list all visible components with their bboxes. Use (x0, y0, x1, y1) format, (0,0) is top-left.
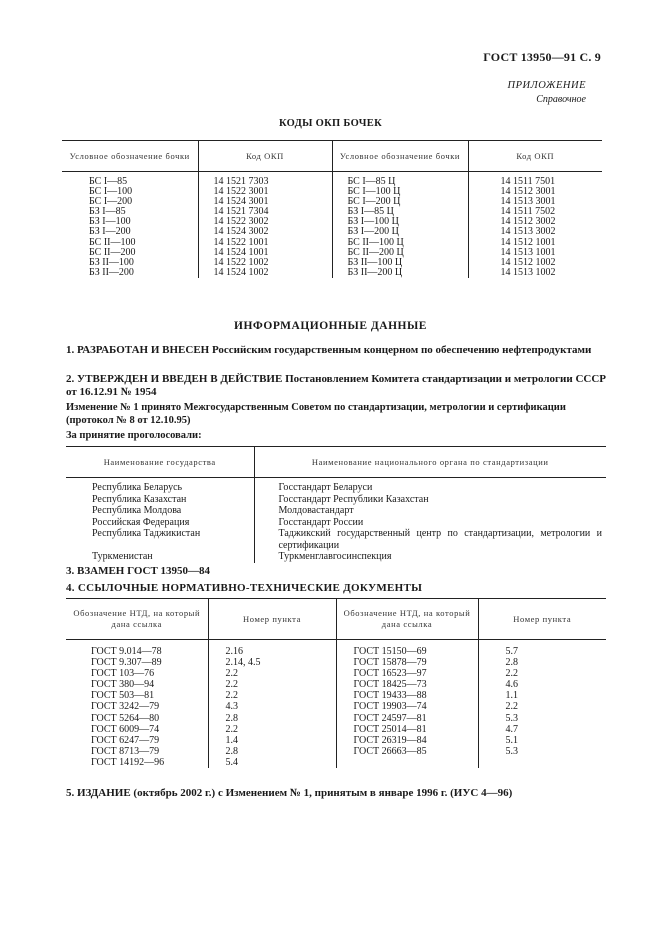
list-item: 14 1524 3001 (213, 196, 269, 208)
list-item: ГОСТ 24597—81 (353, 712, 427, 724)
list-item: 1.1 (505, 690, 518, 702)
list-item: БС I—200 (89, 196, 133, 208)
list-item: ГОСТ 9.014—78 (91, 646, 162, 657)
list-item: 14 1522 3002 (213, 216, 269, 228)
vote-bodies: Госстандарт Беларуси Госстандарт Республики Казахстан Молдовастандарт Госстандарт России Таджикский государственный центр по стандартизации, метрологии и сертификации Туркменглавгосинспекция (254, 478, 606, 563)
list-item: 14 1512 1002 (500, 256, 556, 268)
list-item: БЗ I—100 Ц (347, 216, 399, 228)
list-item: 2.2 (225, 690, 238, 702)
vote-header-state: Наименование государства (66, 447, 254, 478)
refs-left-points (208, 640, 336, 769)
list-item: ГОСТ 8713—79 (91, 745, 160, 757)
list-item: ГОСТ 6247—79 (91, 734, 160, 746)
list-item: ГОСТ 18425—73 (353, 679, 427, 691)
list-item: 14 1512 1001 (500, 236, 556, 248)
list-item: БЗ II—200 (89, 266, 134, 278)
info-item-5: 5. ИЗДАНИЕ (октябрь 2002 г.) с Изменением № 1, принятым в январе 1996 г. (ИУС 4—96) (66, 787, 513, 799)
list-item: 14 1511 7502 (500, 206, 556, 218)
list-item: ГОСТ 380—94 (91, 679, 155, 691)
amendment-note: Изменение № 1 принято Межгосударственным Советом по стандартизации, метрологии и сертификации (протокол № 8 от 12.10.95) (66, 402, 566, 426)
list-item: 14 1524 3002 (213, 226, 269, 238)
list-item: 14 1521 7304 (213, 206, 269, 218)
list-item: 2.8 (505, 657, 518, 669)
okp-header-name-left: Условное обозначение бочки (62, 141, 198, 172)
list-item: 14 1522 1002 (213, 256, 269, 268)
okp-header-code-left: Код ОКП (198, 141, 332, 172)
info-section-title: ИНФОРМАЦИОННЫЕ ДАННЫЕ (234, 320, 427, 332)
info-item-1 (66, 344, 606, 357)
list-item: 14 1513 3001 (500, 196, 556, 208)
list-item: 5.3 (505, 712, 518, 724)
table-row (62, 172, 602, 278)
okp-right-codes (468, 172, 602, 278)
okp-right-names (332, 172, 468, 278)
list-item: 2.2 (505, 668, 518, 680)
okp-left-codes (198, 172, 332, 278)
list-item: ГОСТ 503—81 (91, 690, 155, 702)
vote-states: Республика Беларусь Республика Казахстан Республика Молдова Российская Федерация Республика Таджикистан Туркменистан (92, 482, 201, 562)
okp-header-code-right: Код ОКП (468, 141, 602, 172)
list-item: 14 1511 7501 (500, 176, 556, 187)
list-item: ГОСТ 5264—80 (91, 712, 160, 724)
list-item: ГОСТ 26663—85 (353, 745, 427, 757)
list-item: 2.2 (225, 723, 238, 735)
list-item: ГОСТ 19433—88 (353, 690, 427, 702)
list-item: 2.8 (225, 712, 238, 724)
list-item: 4.3 (225, 701, 238, 713)
list-item: 5.7 (505, 646, 518, 657)
list-item: 14 1524 1002 (213, 266, 269, 278)
list-item: БЗ II—100 (89, 256, 134, 268)
list-item: БЗ I—85 (89, 206, 126, 218)
list-item: ГОСТ 103—76 (91, 668, 155, 680)
list-item: 14 1512 3002 (500, 216, 556, 228)
okp-codes-table (62, 140, 602, 278)
refs-left-docs (66, 640, 208, 769)
list-item: 2.16 (225, 646, 243, 657)
list-item: 5.1 (505, 734, 518, 746)
list-item: 4.7 (505, 723, 518, 735)
references-table (66, 598, 606, 768)
table-row (66, 640, 606, 769)
list-item: БЗ I—85 Ц (347, 206, 394, 218)
list-item: ГОСТ 3242—79 (91, 701, 160, 713)
vote-header-body: Наименование национального органа по стандартизации (254, 447, 606, 478)
list-item: ГОСТ 15150—69 (353, 646, 427, 657)
appendix-label: ПРИЛОЖЕНИЕ (507, 80, 586, 91)
okp-left-names (62, 172, 198, 278)
list-item: 14 1524 1001 (213, 246, 269, 258)
list-item: БЗ I—100 (89, 216, 131, 228)
list-item: 1.4 (225, 734, 238, 746)
list-item: ГОСТ 25014—81 (353, 723, 427, 735)
list-item: ГОСТ 9.307—89 (91, 657, 162, 669)
list-item: 14 1513 1002 (500, 266, 556, 278)
list-item: БЗ II—200 Ц (347, 266, 403, 278)
list-item: 2.2 (225, 679, 238, 691)
list-item: БС I—100 Ц (347, 186, 401, 198)
list-item: ГОСТ 26319—84 (353, 734, 427, 746)
list-item: БС I—85 Ц (347, 176, 396, 187)
list-item: 2.8 (225, 745, 238, 757)
list-item: БЗ II—100 Ц (347, 256, 403, 268)
item-number: 2. (66, 373, 75, 385)
refs-right-points (478, 640, 606, 769)
list-item: БЗ I—200 Ц (347, 226, 399, 238)
refs-header-point-left: Номер пункта (208, 599, 336, 640)
list-item: ГОСТ 19903—74 (353, 701, 427, 713)
list-item: БС I—100 (89, 186, 133, 198)
item-number: 1. (66, 344, 75, 356)
list-item: БС II—200 (89, 246, 136, 258)
list-item: БС II—200 Ц (347, 246, 404, 258)
list-item: 5.3 (505, 745, 518, 757)
item-heading: УТВЕРЖДЕН И ВВЕДЕН В ДЕЙСТВИЕ (77, 373, 283, 385)
list-item: 5.4 (225, 756, 238, 768)
refs-right-docs (336, 640, 478, 769)
list-item: 14 1522 1001 (213, 236, 269, 248)
info-item-2 (66, 373, 606, 398)
okp-header-name-right: Условное обозначение бочки (332, 141, 468, 172)
refs-header-doc-left: Обозначение НТД, на который дана ссылка (66, 599, 208, 640)
item-heading: РАЗРАБОТАН И ВНЕСЕН (77, 344, 210, 356)
list-item: ГОСТ 16523—97 (353, 668, 427, 680)
list-item: ГОСТ 15878—79 (353, 657, 427, 669)
page-header: ГОСТ 13950—91 С. 9 (483, 50, 601, 64)
appendix-note: Справочное (536, 94, 586, 105)
vote-table (66, 446, 606, 563)
refs-header-doc-right: Обозначение НТД, на который дана ссылка (336, 599, 478, 640)
list-item: 2.2 (505, 701, 518, 713)
list-item: 14 1513 1001 (500, 246, 556, 258)
list-item: ГОСТ 6009—74 (91, 723, 160, 735)
voted-label: За принятие проголосовали: (66, 430, 202, 441)
refs-header-point-right: Номер пункта (478, 599, 606, 640)
list-item: 14 1521 7303 (213, 176, 269, 187)
table-row (66, 478, 606, 563)
list-item: ГОСТ 14192—96 (91, 756, 165, 768)
item-text: Постановлением Комитета стандартизации и метрологии СССР от 16.12.91 № 1954 (66, 373, 607, 398)
item-text: Российским государственным концерном по обеспечению нефтепродуктами (211, 344, 592, 356)
list-item: БЗ I—200 (89, 226, 131, 238)
info-item-4: 4. ССЫЛОЧНЫЕ НОРМАТИВНО-ТЕХНИЧЕСКИЕ ДОКУМЕНТЫ (66, 582, 423, 594)
list-item: 4.6 (505, 679, 518, 691)
list-item: БС II—100 (89, 236, 136, 248)
list-item: 14 1512 3001 (500, 186, 556, 198)
list-item: 14 1522 3001 (213, 186, 269, 198)
list-item: 14 1513 3002 (500, 226, 556, 238)
list-item: 2.2 (225, 668, 238, 680)
list-item: БС II—100 Ц (347, 236, 404, 248)
info-item-3: 3. ВЗАМЕН ГОСТ 13950—84 (66, 565, 211, 577)
list-item: БС I—200 Ц (347, 196, 401, 208)
okp-table-title: КОДЫ ОКП БОЧЕК (278, 118, 383, 129)
list-item: 2.14, 4.5 (225, 657, 261, 669)
list-item: БС I—85 (89, 176, 128, 187)
